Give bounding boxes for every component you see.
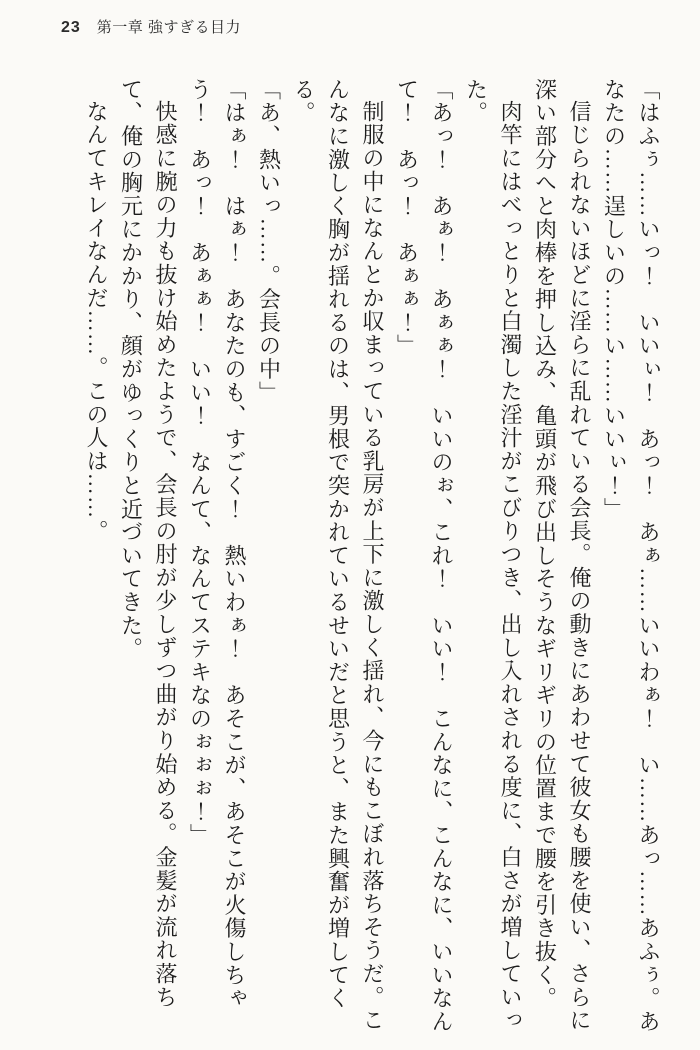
paragraph: 信じられないほどに淫らに乱れている会長。俺の動きにあわせて彼女も腰を使い、さらに深い部分へと肉棒を押し込み、亀頭が飛び出しそうなギリギリの位置まで腰を引き抜く。 xyxy=(532,78,592,1032)
running-head xyxy=(61,16,241,37)
body-text-vertical xyxy=(65,78,665,1036)
paragraph: 「あっ！ あぁ！ あぁぁ！ いいのぉ、これ！ いい！ こんなに、こんなに、いいなんて！ あっ！ あぁぁ！」 xyxy=(394,78,454,1034)
paragraph: 快感に腕の力も抜け始めたようで、会長の肘が少しずつ曲がり始める。金髪が流れ落ちて、俺の胸元にかかり、顔がゆっくりと近づいてきた。 xyxy=(118,78,178,1009)
chapter-title: 第一章 強すぎる目力 xyxy=(96,19,241,36)
paragraph: 制服の中になんとか収まっている乳房が上下に激しく揺れ、今にもこぼれ落ちそうだ。こんなに激しく胸が揺れるのは、男根で突かれているせいだと思うと、また興奮が増してくる。 xyxy=(291,78,385,1032)
paragraph: なんてキレイなんだ……。この人は……。 xyxy=(84,100,109,543)
paragraph: 「あ、熱いっ……。会長の中」 xyxy=(256,78,282,405)
paragraph: 肉竿にはべっとりと白濁した淫汁がこびりつき、出し入れされる度に、白さが増していった。 xyxy=(463,78,523,1032)
paragraph: 「はふぅ……いっ！ いいぃ！ あっ！ あぁ……いいわぁ！ い……あっ……あふぅ。あなたの……逞しいの……い……いいぃ！」 xyxy=(601,78,661,1034)
page-number: 23 xyxy=(61,19,81,36)
paragraph: 「はぁ！ はぁ！ あなたのも、すごく！ 熱いわぁ！ あそこが、あそこが火傷しちゃう！ あっ！ あぁぁ！ いい！ なんて、なんてステキなのぉぉぉ！」 xyxy=(187,78,247,1010)
